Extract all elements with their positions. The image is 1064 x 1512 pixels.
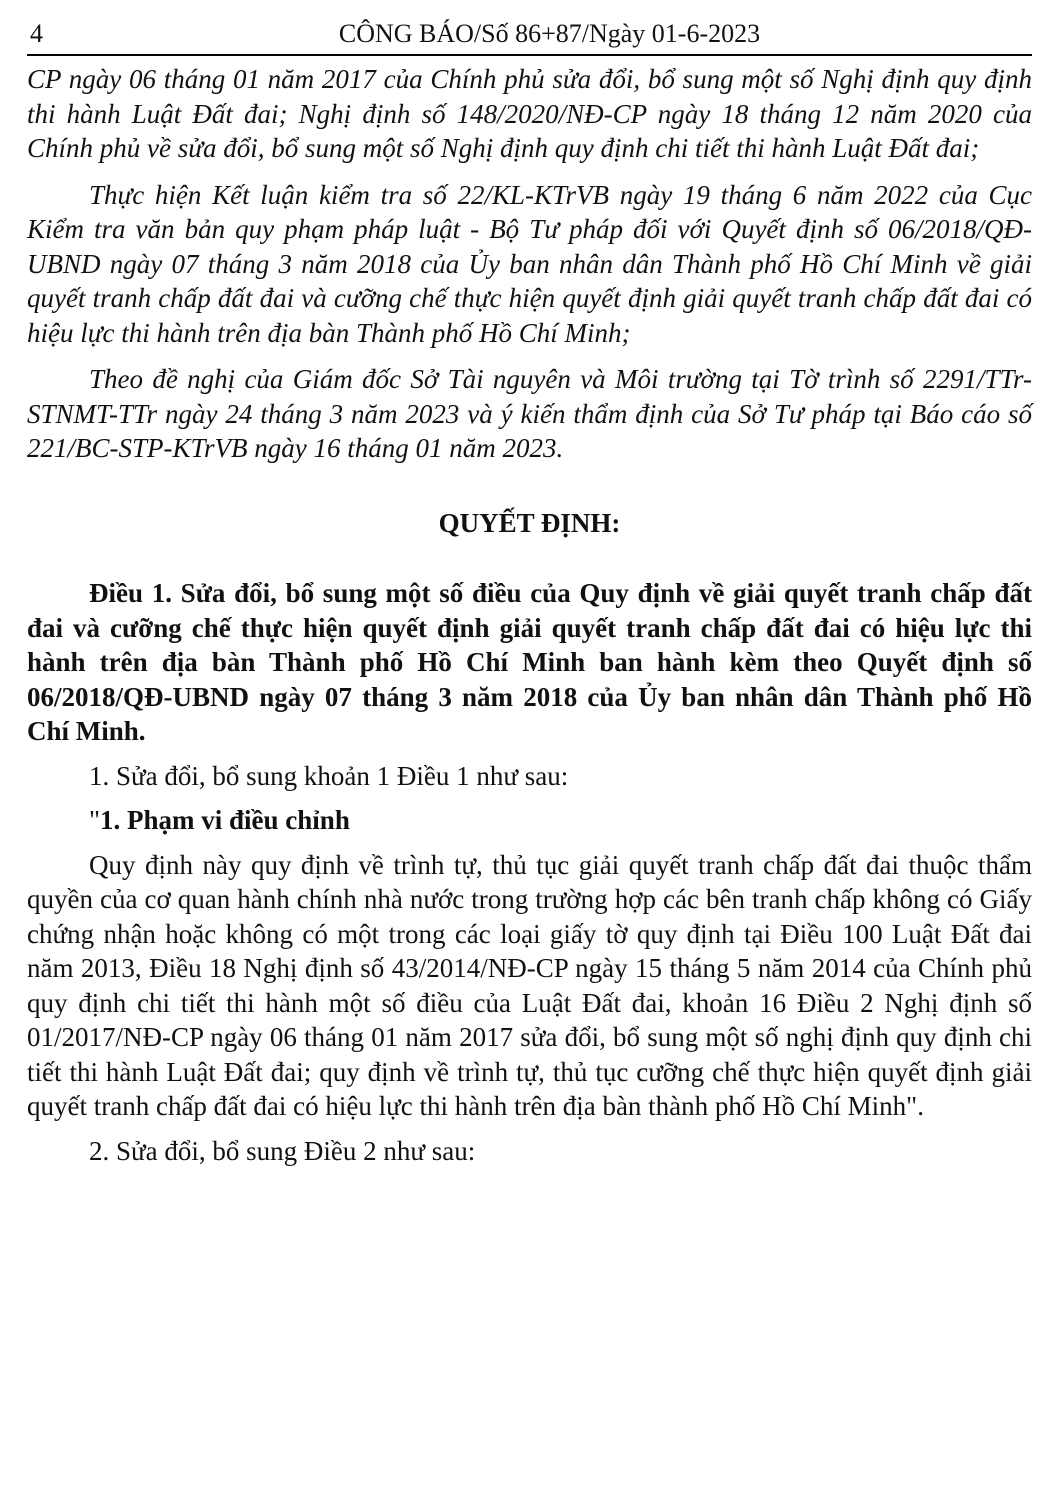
article-1-heading: Điều 1. Sửa đổi, bổ sung một số điều của Quy định về giải quyết tranh chấp đất đai và cưỡng chế thực hiện quyết định giải quyết tranh chấp đất đai có hiệu lực thi hành trên địa bàn Thành phố Hồ Chí Minh ban hành kèm theo Quyết định số 06/2018/QĐ-UBND ngày 07 tháng 3 năm 2018 của Ủy ban nhân dân Thành phố Hồ Chí Minh. [27,578,1032,746]
scope-heading-line [27,803,1032,838]
scope-heading: 1. Phạm vi điều chỉnh [100,805,350,835]
preamble-paragraph-3: Theo đề nghị của Giám đốc Sở Tài nguyên và Môi trường tại Tờ trình số 2291/TTr-STNMT-TTr ngày 24 tháng 3 năm 2023 và ý kiến thẩm định của Sở Tư pháp tại Báo cáo số 221/BC-STP-KTrVB ngày 16 tháng 01 năm 2023. [27,364,1032,463]
document-page [27,14,1032,1168]
item-2: 2. Sửa đổi, bổ sung Điều 2 như sau: [89,1135,476,1166]
preamble-paragraph-2: Thực hiện Kết luận kiểm tra số 22/KL-KTrVB ngày 19 tháng 6 năm 2022 của Cục Kiểm tra văn bản quy phạm pháp luật - Bộ Tư pháp đối với Quyết định số 06/2018/QĐ-UBND ngày 07 tháng 3 năm 2018 của Ủy ban nhân dân Thành phố Hồ Chí Minh về giải quyết tranh chấp đất đai và cưỡng chế thực hiện quyết định giải quyết tranh chấp đất đai có hiệu lực thi hành trên địa bàn Thành phố Hồ Chí Minh; [27,179,1032,348]
page-number: 4 [30,19,43,48]
opening-quote: " [89,805,101,835]
preamble-paragraph-1: CP ngày 06 tháng 01 năm 2017 của Chính phủ sửa đổi, bổ sung một số Nghị định quy định thi hành Luật Đất đai; Nghị định số 148/2020/NĐ-CP ngày 18 tháng 12 năm 2020 của Chính phủ về sửa đổi, bổ sung một số Nghị định quy định chi tiết thi hành Luật Đất đai; [27,64,1032,163]
gazette-title: CÔNG BÁO/Số 86+87/Ngày 01-6-2023 [338,19,761,48]
page-header [27,14,1032,56]
document-body [27,62,1032,1168]
decision-title: QUYẾT ĐỊNH: [438,507,621,538]
item-1: 1. Sửa đổi, bổ sung khoản 1 Điều 1 như sau: [89,760,569,791]
scope-body: Quy định này quy định về trình tự, thủ tục giải quyết tranh chấp đất đai thuộc thẩm quyền của cơ quan hành chính nhà nước trong trường hợp các bên tranh chấp không có Giấy chứng nhận hoặc không có một trong các loại giấy tờ quy định tại Điều 100 Luật Đất đai năm 2013, Điều 18 Nghị định số 43/2014/NĐ-CP ngày 15 tháng 5 năm 2014 của Chính phủ quy định chi tiết thi hành một số điều của Luật Đất đai, khoản 16 Điều 2 Nghị định số 01/2017/NĐ-CP ngày 06 tháng 01 năm 2017 sửa đổi, bổ sung một số nghị định quy định chi tiết thi hành Luật Đất đai; quy định về trình tự, thủ tục cưỡng chế thực hiện quyết định giải quyết tranh chấp đất đai có hiệu lực thi hành trên địa bàn thành phố Hồ Chí Minh". [27,849,1032,1121]
